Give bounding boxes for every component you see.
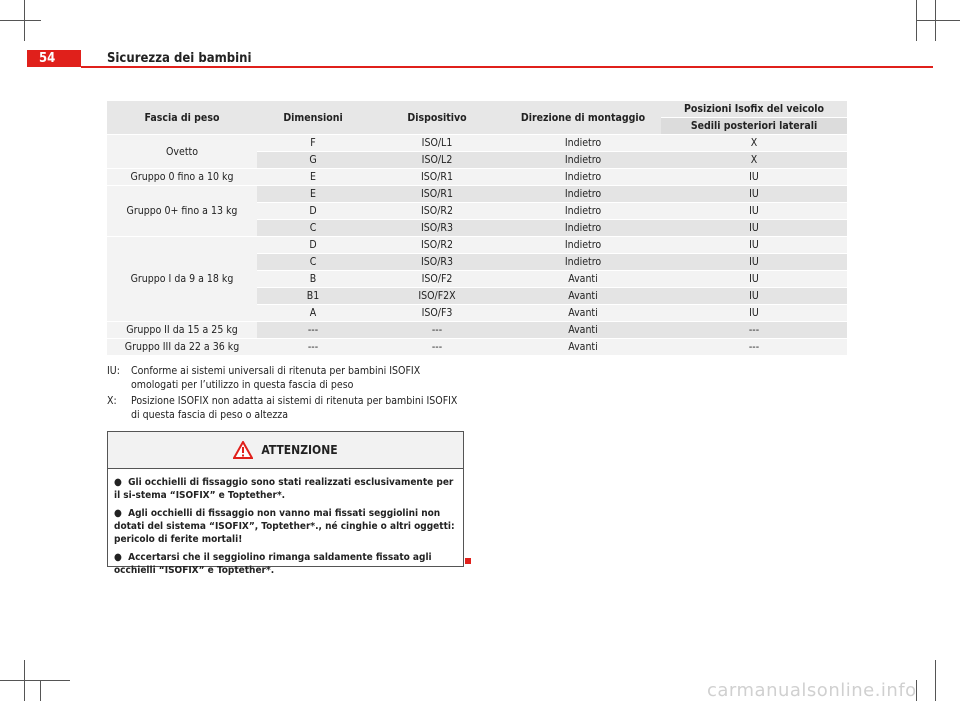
warning-item (114, 507, 458, 546)
crop-mark (0, 680, 70, 681)
isofix-position-cell: IU (661, 220, 847, 237)
isofix-position-cell: IU (661, 305, 847, 322)
direction-cell: Avanti (505, 322, 661, 339)
weight-class-cell: Ovetto (107, 135, 257, 169)
isofix-table (107, 100, 847, 355)
header-dimensions: Dimensioni (257, 101, 369, 135)
legend-item (107, 394, 467, 422)
isofix-position-cell: IU (661, 203, 847, 220)
bullet-icon: ● (114, 552, 122, 563)
crop-mark (0, 20, 41, 21)
dimension-cell: D (257, 203, 369, 220)
table-row (107, 237, 847, 254)
dimension-cell: E (257, 186, 369, 203)
isofix-position-cell: IU (661, 169, 847, 186)
header-isofix-positions: Posizioni Isofix del veicolo (661, 101, 847, 118)
legend-key: IU: (107, 365, 120, 377)
table-row (107, 135, 847, 152)
isofix-position-cell: IU (661, 254, 847, 271)
page-number-badge (27, 50, 81, 67)
dimension-cell: C (257, 254, 369, 271)
dimension-cell: --- (257, 339, 369, 356)
warning-box (107, 431, 464, 576)
direction-cell: Indietro (505, 254, 661, 271)
table-row (107, 339, 847, 356)
device-cell: ISO/R2 (369, 203, 505, 220)
crop-mark (916, 20, 960, 21)
device-cell: ISO/L1 (369, 135, 505, 152)
legend-key: X: (107, 395, 117, 407)
crop-mark (935, 660, 936, 701)
warning-item (114, 476, 458, 502)
page-number: 54 (39, 51, 56, 66)
dimension-cell: F (257, 135, 369, 152)
direction-cell: Avanti (505, 288, 661, 305)
dimension-cell: B1 (257, 288, 369, 305)
header-device: Dispositivo (369, 101, 505, 135)
direction-cell: Indietro (505, 135, 661, 152)
legend-text: Conforme ai sistemi universali di ritenuta per bambini ISOFIX omologati per l’utilizzo in questa fascia di peso (131, 365, 421, 391)
isofix-position-cell: --- (661, 322, 847, 339)
direction-cell: Indietro (505, 169, 661, 186)
legend-item (107, 364, 467, 392)
header-direction: Direzione di montaggio (505, 101, 661, 135)
legend (107, 364, 467, 424)
weight-class-cell: Gruppo 0 fino a 10 kg (107, 169, 257, 186)
device-cell: ISO/L2 (369, 152, 505, 169)
isofix-position-cell: X (661, 152, 847, 169)
warning-body (108, 469, 463, 577)
crop-mark (40, 680, 41, 701)
direction-cell: Indietro (505, 237, 661, 254)
dimension-cell: D (257, 237, 369, 254)
header-rear-side-seats: Sedili posteriori laterali (661, 118, 847, 135)
warning-header (108, 432, 463, 469)
device-cell: ISO/F2X (369, 288, 505, 305)
warning-triangle-icon (233, 441, 253, 459)
device-cell: ISO/R2 (369, 237, 505, 254)
table-row (107, 186, 847, 203)
device-cell: ISO/F2 (369, 271, 505, 288)
weight-class-cell: Gruppo II da 15 a 25 kg (107, 322, 257, 339)
dimension-cell: G (257, 152, 369, 169)
dimension-cell: C (257, 220, 369, 237)
dimension-cell: A (257, 305, 369, 322)
device-cell: --- (369, 339, 505, 356)
dimension-cell: E (257, 169, 369, 186)
isofix-position-cell: IU (661, 186, 847, 203)
legend-text: Posizione ISOFIX non adatta ai sistemi di ritenuta per bambini ISOFIX di questa fascia di peso o altezza (131, 395, 458, 421)
device-cell: --- (369, 322, 505, 339)
direction-cell: Avanti (505, 305, 661, 322)
isofix-position-cell: X (661, 135, 847, 152)
header-weight-class: Fascia di peso (107, 101, 257, 135)
direction-cell: Indietro (505, 203, 661, 220)
warning-item-text: Agli occhielli di fissaggio non vanno mai fissati seggiolini non dotati del sistema “ISOFIX”, Toptether*., né cinghie o altri oggetti: pericolo di ferite mortali! (114, 508, 455, 545)
isofix-position-cell: IU (661, 288, 847, 305)
bullet-icon: ● (114, 477, 122, 488)
isofix-position-cell: --- (661, 339, 847, 356)
direction-cell: Indietro (505, 152, 661, 169)
isofix-position-cell: IU (661, 271, 847, 288)
weight-class-cell: Gruppo I da 9 a 18 kg (107, 237, 257, 322)
device-cell: ISO/R3 (369, 220, 505, 237)
device-cell: ISO/R3 (369, 254, 505, 271)
table-row (107, 322, 847, 339)
direction-cell: Avanti (505, 271, 661, 288)
table-row (107, 169, 847, 186)
isofix-position-cell: IU (661, 237, 847, 254)
device-cell: ISO/F3 (369, 305, 505, 322)
watermark: carmanualsonline.info (707, 680, 917, 701)
direction-cell: Avanti (505, 339, 661, 356)
dimension-cell: B (257, 271, 369, 288)
warning-item-text: Accertarsi che il seggiolino rimanga saldamente fissato agli occhielli “ISOFIX” e Toptether*. (114, 552, 432, 576)
device-cell: ISO/R1 (369, 186, 505, 203)
device-cell: ISO/R1 (369, 169, 505, 186)
direction-cell: Indietro (505, 186, 661, 203)
warning-item (114, 551, 458, 577)
header-rule (81, 66, 933, 68)
weight-class-cell: Gruppo III da 22 a 36 kg (107, 339, 257, 356)
direction-cell: Indietro (505, 220, 661, 237)
bullet-icon: ● (114, 508, 122, 519)
chapter-title: Sicurezza dei bambini (107, 51, 252, 66)
dimension-cell: --- (257, 322, 369, 339)
section-end-marker (465, 558, 471, 564)
weight-class-cell: Gruppo 0+ fino a 13 kg (107, 186, 257, 237)
warning-item-text: Gli occhielli di fissaggio sono stati realizzati esclusivamente per il si-stema “ISOFIX” e Toptether*. (114, 477, 454, 501)
warning-title: ATTENZIONE (261, 443, 338, 457)
